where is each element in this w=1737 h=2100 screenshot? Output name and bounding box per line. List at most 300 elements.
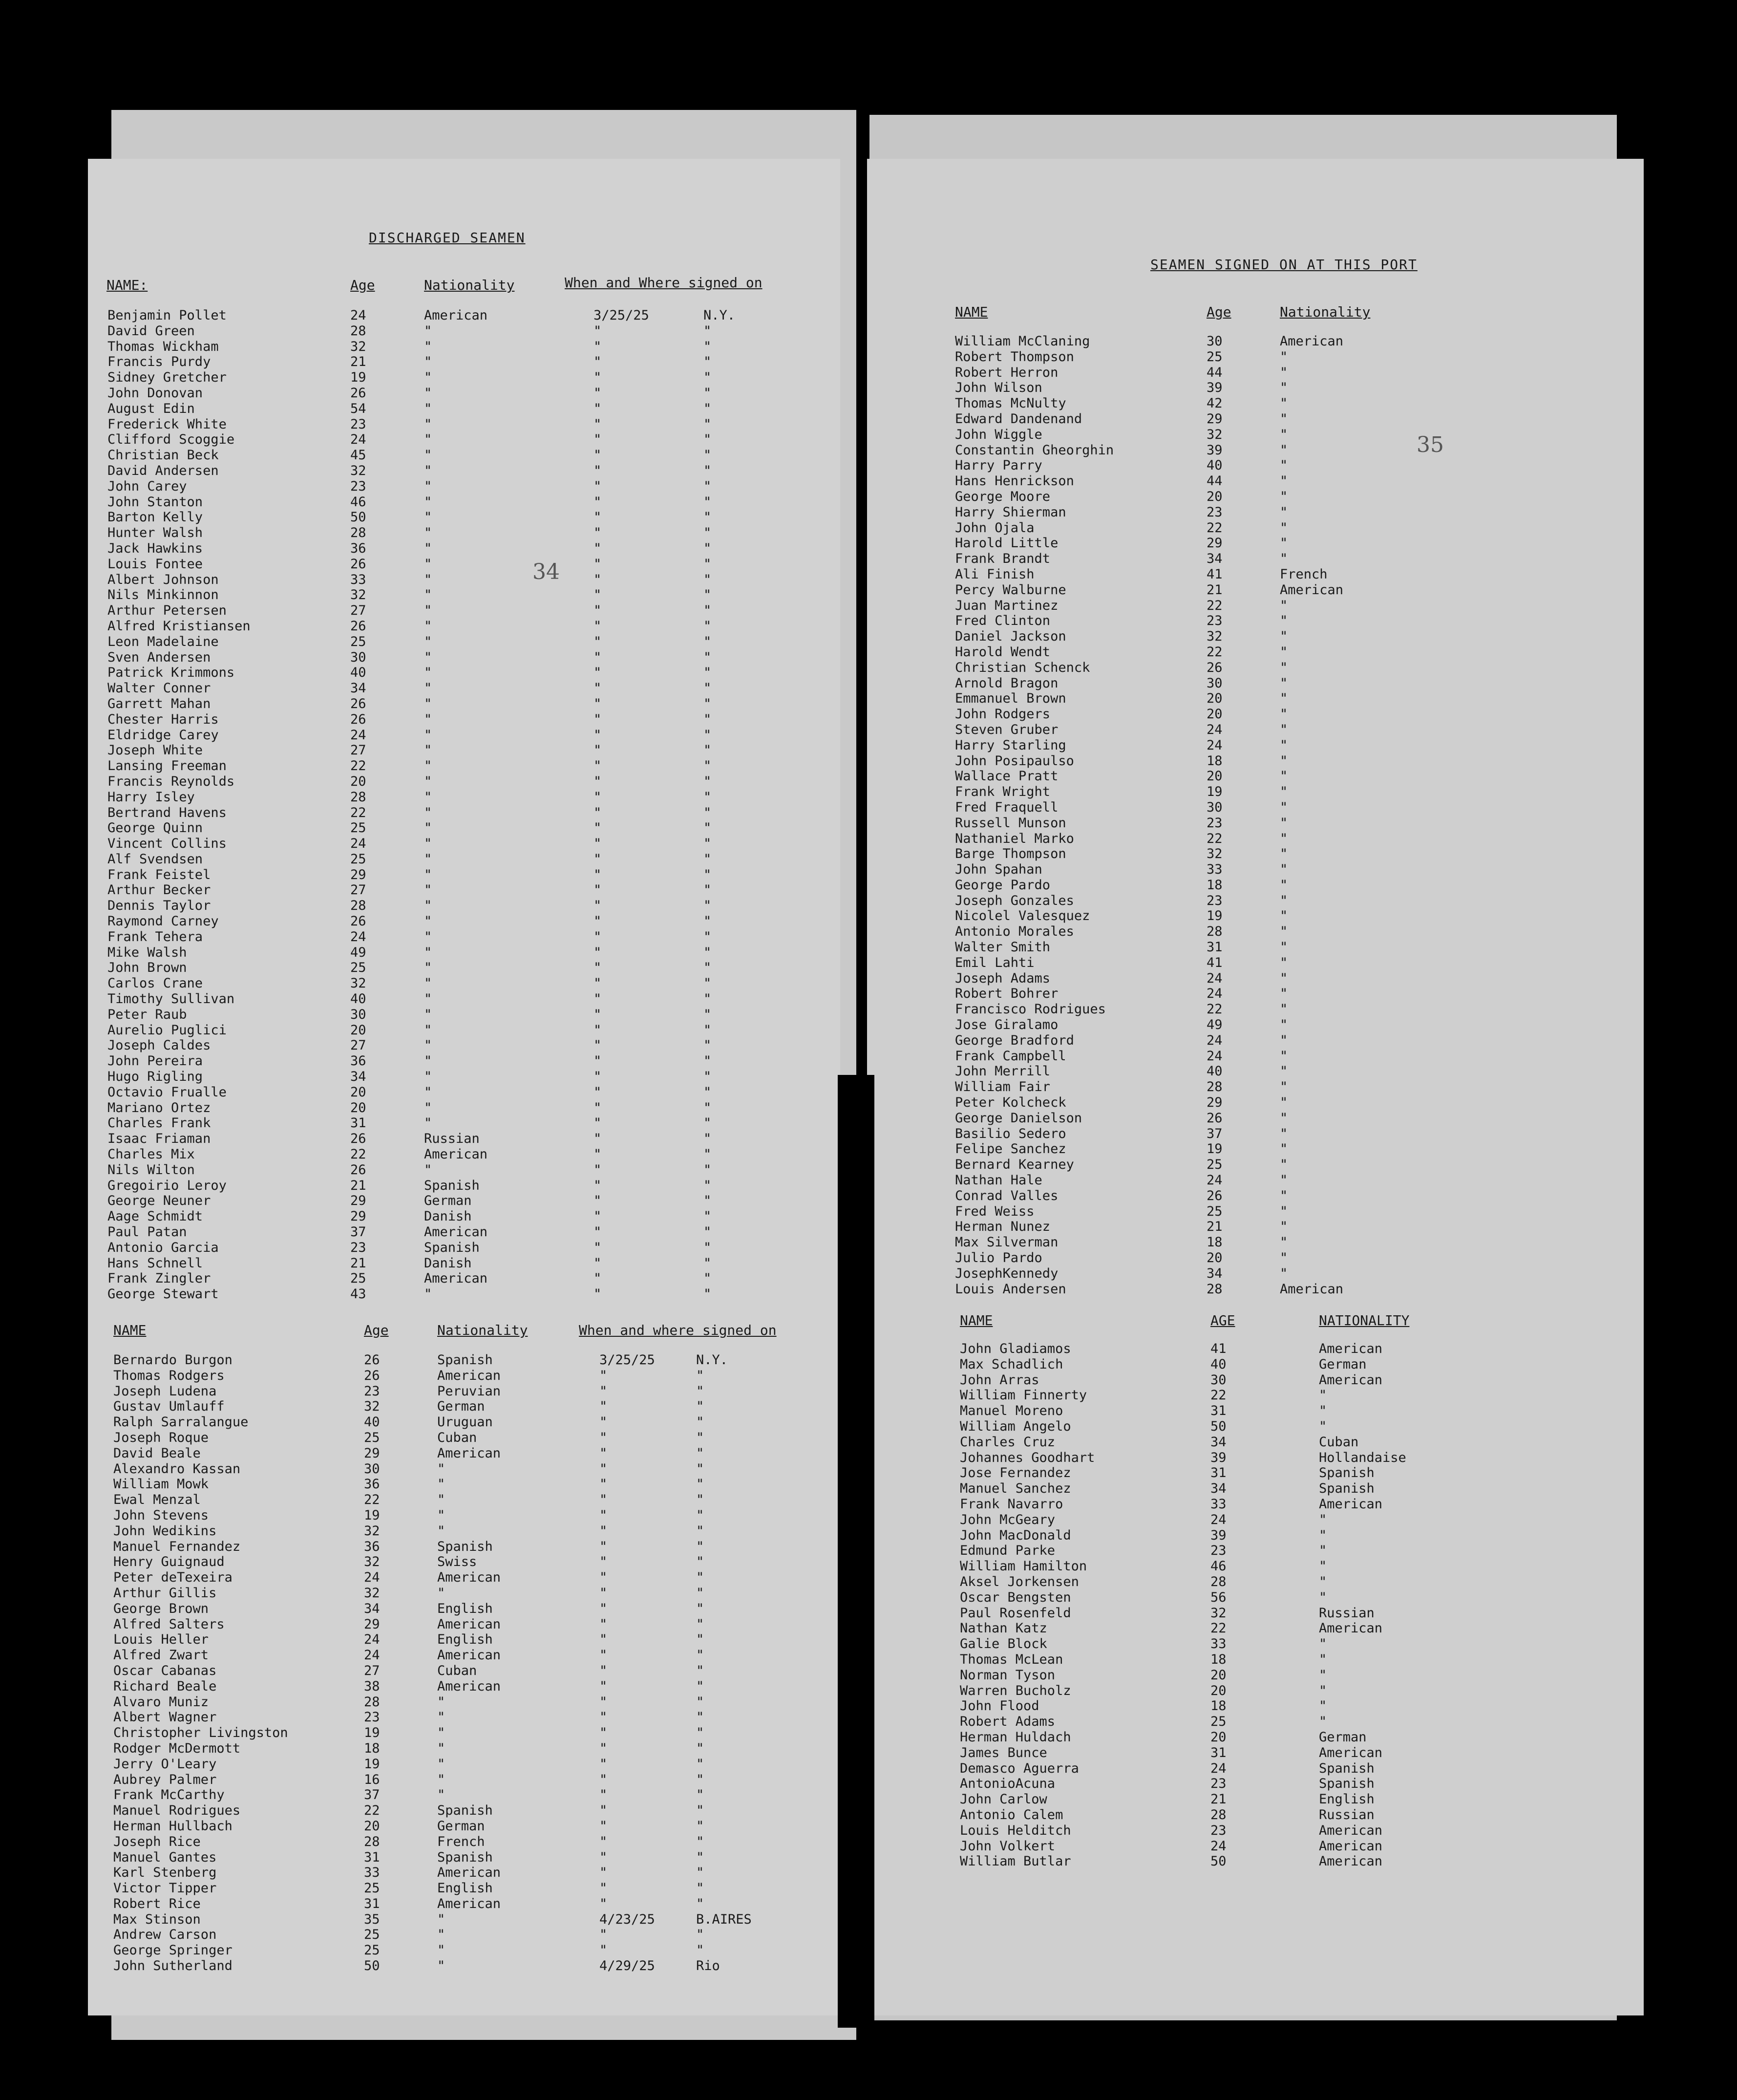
- table-row: [955, 831, 1590, 847]
- cell-name: Emil Lahti: [955, 955, 1035, 970]
- cell-place: ": [696, 1740, 704, 1756]
- cell-date: ": [593, 1162, 602, 1178]
- cell-name: Antonio Morales: [955, 924, 1074, 940]
- left-s2-header-when-where: When and where signed on: [579, 1322, 777, 1338]
- cell-place: ": [703, 696, 712, 711]
- cell-age: 25: [364, 1943, 380, 1958]
- cell-name: Peter deTexeira: [113, 1570, 233, 1586]
- cell-name: Fred Clinton: [955, 613, 1051, 629]
- cell-place: ": [703, 976, 712, 991]
- cell-age: 32: [364, 1523, 380, 1539]
- cell-age: 20: [1207, 691, 1223, 707]
- cell-age: 21: [350, 1178, 366, 1193]
- cell-name: Hunter Walsh: [107, 525, 203, 541]
- cell-age: 24: [1210, 1760, 1227, 1776]
- table-row: [107, 525, 816, 541]
- cell-date: ": [593, 401, 602, 416]
- cell-nationality: Danish: [424, 1209, 472, 1224]
- cell-nationality: Russian: [1319, 1807, 1375, 1822]
- cell-place: ": [703, 448, 712, 463]
- left-s1-header-when-where: When and Where signed on: [565, 275, 763, 291]
- cell-name: John Wilson: [955, 380, 1042, 396]
- cell-place: ": [703, 944, 712, 960]
- cell-nationality: ": [437, 1756, 445, 1772]
- cell-age: 18: [1207, 753, 1223, 769]
- cell-place: ": [703, 1162, 712, 1178]
- cell-nationality: ": [424, 463, 432, 478]
- cell-date: ": [593, 976, 602, 991]
- table-row: [960, 1435, 1595, 1450]
- cell-nationality: ": [1280, 675, 1288, 691]
- cell-name: John MacDonald: [960, 1527, 1071, 1543]
- cell-nationality: ": [1319, 1667, 1327, 1683]
- cell-place: ": [696, 1539, 704, 1554]
- cell-age: 27: [350, 603, 366, 619]
- cell-nationality: ": [1319, 1589, 1327, 1605]
- cell-place: ": [703, 525, 712, 541]
- cell-nationality: ": [1280, 598, 1288, 613]
- cell-nationality: ": [1280, 473, 1288, 489]
- cell-nationality: ": [1319, 1714, 1327, 1730]
- cell-age: 37: [350, 1224, 366, 1240]
- table-row: [955, 1282, 1590, 1297]
- cell-date: ": [593, 323, 602, 339]
- cell-date: ": [593, 914, 602, 929]
- cell-name: George Quinn: [107, 820, 203, 836]
- cell-date: ": [599, 1399, 608, 1414]
- table-row: [960, 1652, 1595, 1668]
- table-row: [955, 1017, 1590, 1033]
- table-row: [955, 1173, 1590, 1188]
- cell-age: 27: [350, 1038, 366, 1053]
- cell-date: ": [593, 556, 602, 572]
- right-section2-table: [960, 1341, 1595, 1869]
- cell-nationality: American: [437, 1865, 501, 1881]
- left-s1-header-nationality: Nationality: [424, 277, 515, 293]
- cell-nationality: German: [437, 1399, 485, 1414]
- cell-date: ": [593, 525, 602, 541]
- cell-date: ": [599, 1756, 608, 1772]
- cell-name: Christian Beck: [107, 448, 219, 463]
- cell-age: 25: [350, 820, 366, 836]
- table-row: [107, 790, 816, 805]
- cell-name: Isaac Friaman: [107, 1131, 211, 1147]
- cell-name: Robert Thompson: [955, 349, 1074, 364]
- cell-age: 31: [1210, 1745, 1227, 1760]
- cell-place: B.AIRES: [696, 1911, 752, 1927]
- cell-place: Rio: [696, 1958, 720, 1974]
- cell-name: John Donovan: [107, 385, 203, 401]
- cell-age: 21: [350, 1255, 366, 1271]
- cell-place: ": [703, 805, 712, 820]
- cell-nationality: ": [1280, 846, 1288, 862]
- cell-nationality: German: [1319, 1356, 1367, 1372]
- cell-nationality: ": [424, 556, 432, 572]
- table-row: [955, 878, 1590, 893]
- table-row: [960, 1683, 1595, 1699]
- cell-nationality: ": [424, 820, 432, 836]
- cell-nationality: ": [1319, 1543, 1327, 1559]
- table-row: [107, 882, 816, 898]
- cell-name: Antonio Calem: [960, 1807, 1063, 1822]
- table-row: [955, 1157, 1590, 1173]
- table-row: [955, 613, 1590, 629]
- table-row: [113, 1958, 822, 1974]
- right-s1-header-age: Age: [1207, 304, 1231, 320]
- cell-age: 18: [1210, 1698, 1227, 1714]
- table-row: [113, 1632, 822, 1648]
- cell-date: ": [593, 1022, 602, 1038]
- cell-nationality: ": [424, 587, 432, 603]
- cell-name: Leon Madelaine: [107, 634, 219, 649]
- cell-name: John Flood: [960, 1698, 1039, 1714]
- cell-nationality: ": [1319, 1698, 1327, 1714]
- cell-name: Robert Bohrer: [955, 986, 1059, 1002]
- table-row: [107, 1053, 816, 1069]
- cell-nationality: ": [1280, 831, 1288, 846]
- table-row: [960, 1698, 1595, 1714]
- cell-nationality: ": [1280, 1173, 1288, 1188]
- cell-name: Harold Wendt: [955, 644, 1051, 660]
- right-section1-table: [955, 334, 1590, 1297]
- cell-age: 30: [350, 1007, 366, 1022]
- cell-age: 32: [364, 1554, 380, 1570]
- cell-name: Thomas Rodgers: [113, 1368, 225, 1383]
- cell-age: 32: [350, 976, 366, 991]
- cell-age: 23: [1207, 893, 1223, 908]
- cell-name: Nathaniel Marko: [955, 831, 1074, 846]
- cell-name: Carlos Crane: [107, 976, 203, 991]
- cell-name: William Fair: [955, 1079, 1051, 1095]
- cell-date: ": [599, 1648, 608, 1663]
- cell-age: 30: [350, 649, 366, 665]
- cell-date: ": [593, 540, 602, 556]
- cell-name: Alfred Zwart: [113, 1648, 209, 1663]
- table-row: [107, 665, 816, 681]
- cell-nationality: ": [1280, 815, 1288, 831]
- cell-date: ": [593, 789, 602, 805]
- cell-name: Joseph Adams: [955, 970, 1051, 986]
- table-row: [960, 1761, 1595, 1777]
- cell-nationality: ": [424, 914, 432, 929]
- cell-date: ": [593, 587, 602, 603]
- cell-name: Victor Tipper: [113, 1881, 217, 1896]
- table-row: [960, 1357, 1595, 1372]
- cell-date: 3/25/25: [593, 308, 649, 323]
- cell-nationality: ": [424, 960, 432, 976]
- cell-nationality: ": [1280, 1048, 1288, 1064]
- cell-nationality: American: [1319, 1745, 1383, 1760]
- cell-name: Arthur Becker: [107, 882, 211, 898]
- cell-place: ": [703, 665, 712, 681]
- cell-age: 32: [1207, 427, 1223, 442]
- cell-name: Herman Huldach: [960, 1729, 1071, 1745]
- cell-name: Ralph Sarralangue: [113, 1414, 249, 1430]
- cell-name: Wallace Pratt: [955, 769, 1059, 784]
- cell-age: 28: [350, 789, 366, 805]
- cell-name: Christopher Livingston: [113, 1725, 288, 1741]
- cell-place: ": [696, 1414, 704, 1430]
- table-row: [113, 1368, 822, 1384]
- cell-age: 34: [350, 1069, 366, 1085]
- cell-nationality: Spanish: [1319, 1776, 1375, 1792]
- table-row: [113, 1787, 822, 1803]
- cell-nationality: ": [424, 1162, 432, 1178]
- cell-place: ": [703, 1240, 712, 1255]
- cell-name: Julio Pardo: [955, 1250, 1042, 1266]
- cell-age: 18: [1210, 1651, 1227, 1667]
- cell-name: Barge Thompson: [955, 846, 1066, 862]
- cell-age: 26: [350, 618, 366, 634]
- table-row: [107, 619, 816, 634]
- cell-date: ": [593, 1038, 602, 1053]
- cell-name: George Moore: [955, 489, 1051, 504]
- cell-name: Joseph Ludena: [113, 1383, 217, 1399]
- cell-place: N.Y.: [696, 1352, 728, 1368]
- table-row: [955, 800, 1590, 815]
- cell-age: 22: [1207, 598, 1223, 613]
- table-row: [955, 1049, 1590, 1064]
- cell-nationality: ": [1280, 1235, 1288, 1250]
- cell-age: 21: [1207, 1219, 1223, 1235]
- table-row: [955, 753, 1590, 769]
- table-row: [113, 1384, 822, 1399]
- table-row: [107, 323, 816, 339]
- table-row: [113, 1477, 822, 1492]
- cell-name: John Carey: [107, 478, 187, 494]
- cell-name: Thomas Wickham: [107, 339, 219, 354]
- cell-age: 26: [1207, 1188, 1223, 1203]
- cell-date: ": [593, 416, 602, 432]
- table-row: [113, 1694, 822, 1710]
- cell-age: 56: [1210, 1589, 1227, 1605]
- cell-date: ": [593, 944, 602, 960]
- cell-age: 24: [350, 432, 366, 448]
- cell-name: Jose Giralamo: [955, 1017, 1059, 1033]
- left-s1-header-name: NAME:: [106, 277, 148, 293]
- cell-age: 26: [350, 711, 366, 727]
- table-row: [113, 1725, 822, 1741]
- cell-age: 28: [350, 898, 366, 914]
- cell-date: ": [593, 820, 602, 836]
- left-s2-header-name: NAME: [113, 1322, 147, 1338]
- cell-name: Joseph Caldes: [107, 1038, 211, 1053]
- cell-nationality: American: [437, 1445, 501, 1461]
- cell-age: 22: [1207, 520, 1223, 536]
- cell-name: Vincent Collins: [107, 836, 227, 852]
- cell-nationality: ": [424, 1100, 432, 1115]
- cell-age: 20: [1207, 1250, 1223, 1266]
- right-page-number: 35: [1417, 432, 1444, 457]
- cell-age: 50: [350, 510, 366, 525]
- cell-nationality: ": [1280, 442, 1288, 458]
- table-row: [107, 1147, 816, 1162]
- table-row: [960, 1372, 1595, 1388]
- cell-place: ": [696, 1756, 704, 1772]
- left-s1-header-age: Age: [350, 277, 375, 293]
- table-row: [955, 738, 1590, 753]
- cell-nationality: ": [1280, 644, 1288, 660]
- cell-age: 19: [350, 370, 366, 386]
- cell-name: Bernardo Burgon: [113, 1352, 233, 1368]
- cell-age: 25: [350, 1271, 366, 1286]
- cell-nationality: ": [1280, 799, 1288, 815]
- table-row: [960, 1636, 1595, 1652]
- cell-name: Manuel Gantes: [113, 1849, 217, 1865]
- cell-name: Manuel Sanchez: [960, 1481, 1071, 1497]
- cell-nationality: ": [424, 1286, 432, 1302]
- cell-place: ": [696, 1368, 704, 1383]
- cell-name: Frank Wright: [955, 784, 1051, 800]
- cell-place: ": [703, 354, 712, 370]
- cell-nationality: American: [437, 1368, 501, 1383]
- cell-date: ": [593, 1007, 602, 1022]
- cell-age: 30: [1207, 799, 1223, 815]
- cell-date: ": [593, 370, 602, 386]
- cell-age: 23: [364, 1710, 380, 1725]
- cell-nationality: ": [1280, 1079, 1288, 1095]
- cell-name: Percy Walburne: [955, 582, 1066, 598]
- table-row: [113, 1772, 822, 1788]
- cell-date: ": [593, 743, 602, 758]
- cell-place: ": [696, 1943, 704, 1958]
- cell-age: 25: [350, 634, 366, 649]
- cell-age: 20: [1207, 707, 1223, 722]
- cell-place: ": [703, 743, 712, 758]
- table-row: [955, 846, 1590, 862]
- table-row: [107, 1162, 816, 1178]
- cell-age: 35: [364, 1911, 380, 1927]
- cell-nationality: ": [1280, 411, 1288, 427]
- cell-nationality: American: [424, 1147, 488, 1162]
- table-row: [107, 587, 816, 603]
- cell-place: ": [696, 1834, 704, 1849]
- cell-place: ": [703, 478, 712, 494]
- cell-nationality: ": [437, 1477, 445, 1492]
- cell-name: Garrett Mahan: [107, 696, 211, 711]
- table-row: [960, 1481, 1595, 1497]
- cell-name: Charles Cruz: [960, 1434, 1056, 1450]
- table-row: [955, 567, 1590, 582]
- cell-nationality: ": [424, 929, 432, 944]
- table-row: [113, 1896, 822, 1912]
- cell-place: ": [703, 1084, 712, 1100]
- right-title: SEAMEN SIGNED ON AT THIS PORT: [1150, 257, 1418, 273]
- cell-nationality: Cuban: [1319, 1434, 1359, 1450]
- cell-name: John Wedikins: [113, 1523, 217, 1539]
- table-row: [960, 1512, 1595, 1528]
- cell-age: 41: [1210, 1341, 1227, 1356]
- table-row: [107, 1286, 816, 1302]
- cell-name: Conrad Valles: [955, 1188, 1059, 1203]
- cell-name: John Stevens: [113, 1507, 209, 1523]
- cell-nationality: ": [424, 416, 432, 432]
- cell-name: Bertrand Havens: [107, 805, 227, 820]
- cell-age: 24: [1207, 1173, 1223, 1188]
- cell-place: ": [696, 1601, 704, 1616]
- cell-place: ": [703, 1224, 712, 1240]
- cell-place: ": [696, 1881, 704, 1896]
- cell-nationality: ": [437, 1523, 445, 1539]
- cell-age: 49: [350, 944, 366, 960]
- cell-place: ": [703, 556, 712, 572]
- table-row: [113, 1446, 822, 1461]
- cell-nationality: ": [1280, 908, 1288, 924]
- cell-nationality: American: [424, 1271, 488, 1286]
- cell-nationality: ": [424, 976, 432, 991]
- cell-place: ": [703, 1007, 712, 1022]
- cell-age: 36: [364, 1477, 380, 1492]
- cell-nationality: ": [424, 323, 432, 339]
- cell-nationality: American: [1319, 1496, 1383, 1512]
- cell-name: Harry Parry: [955, 458, 1042, 473]
- cell-name: Clifford Scoggie: [107, 432, 235, 448]
- cell-date: ": [593, 867, 602, 882]
- table-row: [113, 1352, 822, 1368]
- cell-age: 22: [1207, 831, 1223, 846]
- cell-nationality: American: [437, 1616, 501, 1632]
- table-row: [955, 443, 1590, 458]
- cell-date: ": [593, 1240, 602, 1255]
- cell-age: 29: [364, 1616, 380, 1632]
- cell-place: ": [703, 882, 712, 898]
- cell-age: 40: [1207, 1064, 1223, 1079]
- cell-date: ": [599, 1927, 608, 1943]
- cell-nationality: ": [424, 603, 432, 619]
- cell-age: 31: [1207, 940, 1223, 955]
- table-row: [113, 1663, 822, 1679]
- cell-date: ": [593, 432, 602, 448]
- cell-name: Oscar Bengsten: [960, 1589, 1071, 1605]
- cell-age: 29: [1207, 1095, 1223, 1111]
- cell-name: Nicolel Valesquez: [955, 908, 1090, 924]
- table-row: [955, 1204, 1590, 1220]
- cell-age: 22: [1207, 644, 1223, 660]
- cell-date: ": [593, 649, 602, 665]
- cell-nationality: ": [1280, 1002, 1288, 1017]
- cell-nationality: ": [1280, 722, 1288, 737]
- cell-name: Max Stinson: [113, 1911, 201, 1927]
- cell-place: ": [703, 773, 712, 789]
- cell-nationality: American: [1319, 1621, 1383, 1636]
- cell-name: John Ojala: [955, 520, 1035, 536]
- cell-name: Jose Fernandez: [960, 1465, 1071, 1481]
- cell-date: ": [599, 1943, 608, 1958]
- cell-nationality: ": [424, 634, 432, 649]
- table-row: [955, 489, 1590, 505]
- table-row: [960, 1388, 1595, 1403]
- cell-nationality: ": [437, 1943, 445, 1958]
- cell-place: ": [703, 1131, 712, 1147]
- table-row: [107, 1193, 816, 1209]
- cell-date: ": [599, 1430, 608, 1445]
- cell-nationality: ": [424, 681, 432, 696]
- cell-age: 28: [1207, 1079, 1223, 1095]
- cell-name: Robert Rice: [113, 1896, 201, 1911]
- cell-name: August Edin: [107, 401, 195, 416]
- cell-age: 40: [350, 665, 366, 681]
- cell-age: 23: [350, 478, 366, 494]
- cell-date: 4/23/25: [599, 1911, 655, 1927]
- cell-age: 31: [364, 1896, 380, 1911]
- cell-age: 45: [350, 448, 366, 463]
- cell-name: Timothy Sullivan: [107, 991, 235, 1007]
- cell-nationality: ": [424, 789, 432, 805]
- cell-age: 39: [1207, 442, 1223, 458]
- cell-place: ": [696, 1818, 704, 1834]
- cell-age: 29: [350, 1193, 366, 1209]
- table-row: [955, 629, 1590, 644]
